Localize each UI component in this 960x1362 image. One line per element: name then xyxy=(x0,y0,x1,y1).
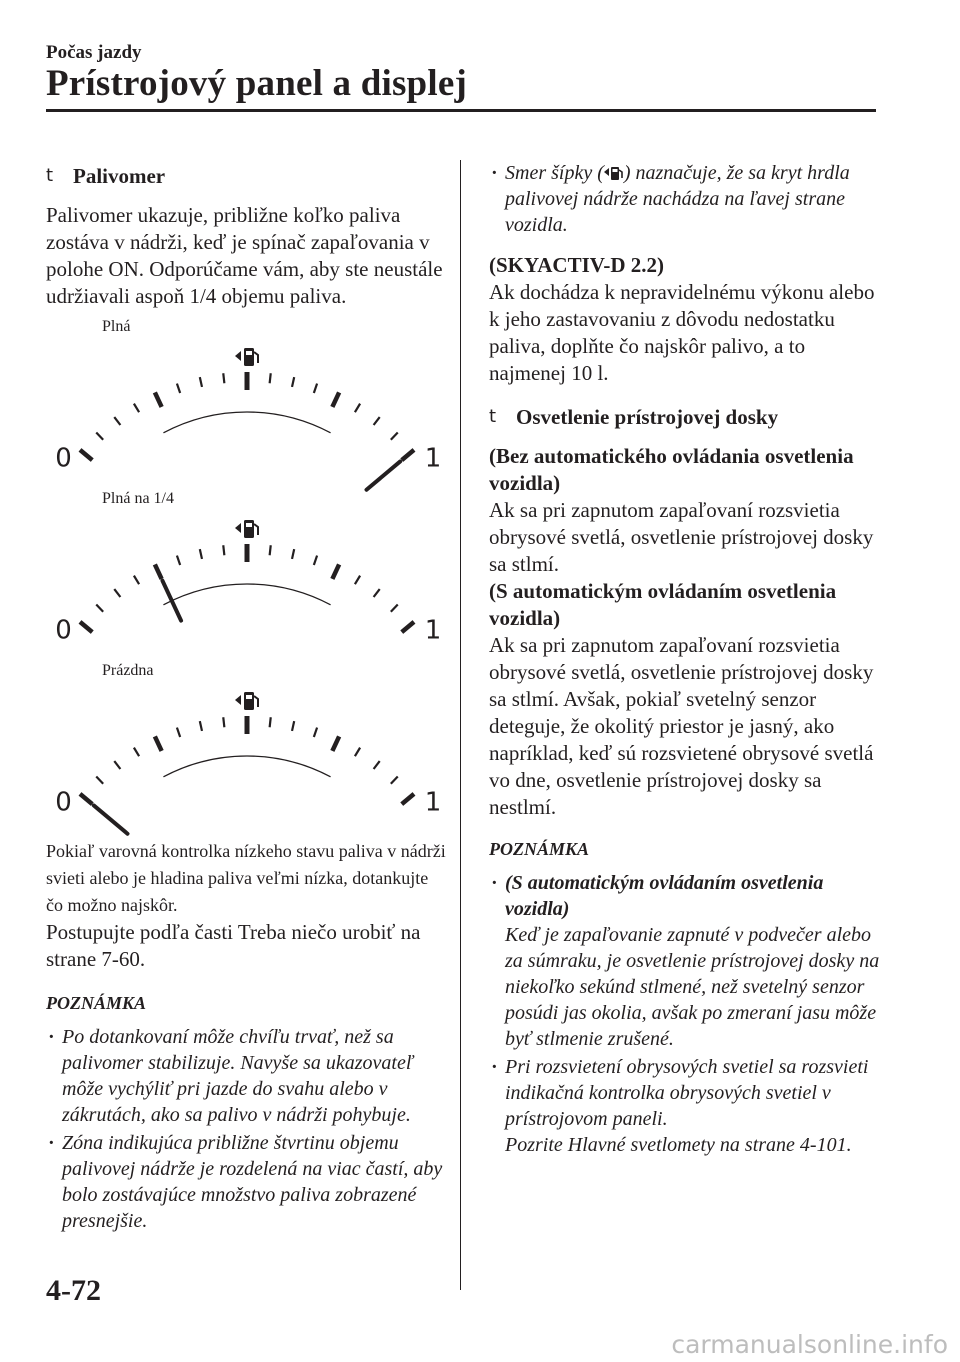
fuel-gauge-heading xyxy=(46,160,446,192)
gauge-label: Plná xyxy=(102,318,131,335)
gauge-tick xyxy=(155,736,162,751)
gauge-tick xyxy=(134,576,139,585)
gauge-tick xyxy=(96,777,103,784)
gauge-tick xyxy=(391,433,398,440)
gauge-tick xyxy=(391,605,398,612)
heading-text: Palivomer xyxy=(73,164,166,188)
fuel-gauge-intro: Palivomer ukazuje, približne koľko paliva zostáva v nádrži, keď je spínač zapaľovania v polohe ON. Odporúčame vám, aby ste neustále udržiavali aspoň 1/4 objemu paliva. xyxy=(46,203,443,308)
note-item xyxy=(489,1054,884,1158)
panel-lighting-heading xyxy=(489,401,884,433)
gauge-needle xyxy=(162,581,181,621)
filler-side-icon xyxy=(604,162,624,184)
page-title: Prístrojový panel a displej xyxy=(46,63,467,104)
gauge-tick xyxy=(292,549,294,559)
fuel-gauge-dial xyxy=(55,512,442,652)
gauge-tick xyxy=(332,392,339,407)
gauge-tick xyxy=(223,545,224,555)
gauge-tick xyxy=(332,736,339,751)
note-item-ref: Pozrite Hlavné svetlomety na strane 4-101. xyxy=(505,1134,852,1156)
with-auto-heading: (S automatickým ovládaním osvetlenia vozidla) xyxy=(489,579,837,630)
fuel-gauge-dial xyxy=(55,340,442,480)
gauge-tick xyxy=(80,622,92,632)
see-reference: Postupujte podľa časti Treba niečo urobiť na strane 7-60. xyxy=(46,920,421,971)
watermark: carmanualsonline.info xyxy=(671,1330,948,1359)
gauge-tick xyxy=(114,417,120,425)
gauge-tick xyxy=(96,605,103,612)
gauge-tick xyxy=(374,417,380,425)
gauge-tick xyxy=(314,384,317,393)
gauge-label: Plná na 1/4 xyxy=(102,490,174,507)
right-column xyxy=(489,160,884,1160)
gauge-tick xyxy=(402,622,414,632)
note-item xyxy=(489,870,884,1052)
gauge-full-mark: 1 xyxy=(424,443,442,474)
filler-note-pre: Smer šípky ( xyxy=(505,162,604,184)
page-number: 4-72 xyxy=(46,1274,101,1307)
note-item: · Po dotankovaní môže chvíľu trvať, než sa palivomer stabilizuje. Navyše sa ukazovateľ môže vychýliť pri jazde do svahu alebo v zákrutách, ako sa palivo v nádrži pohybuje. xyxy=(46,1024,446,1128)
section-marker: t xyxy=(46,165,54,186)
gauge-empty-mark: 0 xyxy=(55,443,72,474)
gauge-tick xyxy=(177,384,180,393)
gauge-tick xyxy=(402,794,414,804)
gauge-tick xyxy=(223,717,224,727)
gauge-tick xyxy=(292,377,294,387)
gauge-tick xyxy=(355,748,360,757)
note-item-head: · (S automatickým ovládaním osvetlenia vozidla) xyxy=(505,872,824,920)
gauge-tick xyxy=(402,450,414,460)
gauge-arc xyxy=(163,756,330,777)
gauge-needle xyxy=(94,805,128,833)
gauge-full-mark: 1 xyxy=(424,787,442,818)
gauge-tick xyxy=(332,564,339,579)
title-rule xyxy=(46,109,876,112)
gauge-arc xyxy=(163,584,330,605)
note-item-text: · Pri rozsvietení obrysových svetiel sa rozsvieti indikačná kontrolka obrysových svetiel v prístrojovom paneli. xyxy=(505,1056,869,1130)
gauge-tick xyxy=(114,761,120,769)
section-marker: t xyxy=(489,406,497,427)
note-title: POZNÁMKA xyxy=(489,839,590,859)
fuel-gauge-figure xyxy=(55,662,446,834)
gauge-tick xyxy=(314,556,317,565)
gauge-tick xyxy=(134,404,139,413)
with-auto-text: Ak sa pri zapnutom zapaľovaní rozsvietia obrysové svetlá, osvetlenie prístrojovej dosky sa stlmí. Avšak, pokiaľ svetelný senzor deteguje, že okolitý priestor je jasný, ako napríklad, keď sú rozsvietené obrysové svetlá vo dne, osvetlenie prístrojovej dosky sa nestlmí. xyxy=(489,633,874,819)
gauge-tick xyxy=(80,794,92,804)
gauge-tick xyxy=(391,777,398,784)
fuel-pump-icon xyxy=(235,348,258,366)
fuel-gauge-figures xyxy=(46,318,446,834)
gauge-tick xyxy=(223,373,224,383)
fuel-pump-icon xyxy=(235,692,258,710)
without-auto-heading: (Bez automatického ovládania osvetlenia vozidla) xyxy=(489,444,854,495)
gauge-tick xyxy=(200,377,202,387)
gauge-label: Prázdna xyxy=(102,662,154,679)
gauge-tick xyxy=(374,761,380,769)
gauge-tick xyxy=(200,549,202,559)
note-item: · Zóna indikujúca približne štvrtinu objemu palivovej nádrže je rozdelená na viac častí, aby bolo zostávajúce množstvo paliva zobrazené presnejšie. xyxy=(46,1130,446,1234)
heading-text: Osvetlenie prístrojovej dosky xyxy=(516,405,779,429)
gauge-tick xyxy=(177,556,180,565)
gauge-tick xyxy=(355,404,360,413)
note-item-text: Keď je zapaľovanie zapnuté v podvečer alebo za súmraku, je osvetlenie prístrojovej dosky na niekoľko sekúnd stlmené, než svetelný senzor posúdi jas okolia, avšak po zmeraní jasu môže byť stlmenie zrušené. xyxy=(505,924,880,1050)
gauge-tick xyxy=(355,576,360,585)
skyactiv-heading: (SKYACTIV-D 2.2) xyxy=(489,253,665,277)
gauge-tick xyxy=(96,433,103,440)
gauge-tick xyxy=(134,748,139,757)
gauge-empty-mark: 0 xyxy=(55,615,72,646)
gauge-empty-mark: 0 xyxy=(55,787,72,818)
filler-note-post: ) naznačuje, že sa kryt hrdla palivovej nádrže nachádza na ľavej strane vozidla. xyxy=(505,162,850,236)
gauge-tick xyxy=(374,589,380,597)
fuel-gauge-figure xyxy=(55,490,446,662)
left-column xyxy=(46,160,446,1236)
fuel-gauge-figure xyxy=(55,318,446,490)
gauge-needle xyxy=(367,461,401,489)
gauge-tick xyxy=(80,450,92,460)
without-auto-text: Ak sa pri zapnutom zapaľovaní rozsvietia obrysové svetlá, osvetlenie prístrojovej dosky sa stlmí. xyxy=(489,498,874,576)
gauge-tick xyxy=(155,392,162,407)
section-label: Počas jazdy xyxy=(46,42,142,63)
fuel-pump-icon xyxy=(235,520,258,538)
fuel-gauge-dial xyxy=(55,684,442,824)
gauge-full-mark: 1 xyxy=(424,615,442,646)
gauge-tick xyxy=(200,721,202,731)
gauge-tick xyxy=(270,545,271,555)
gauge-tick xyxy=(177,728,180,737)
skyactiv-text: Ak dochádza k nepravidelnému výkonu alebo k jeho zastavovaniu z dôvodu nedostatku paliva, doplňte čo najskôr palivo, a to najmenej 10 l. xyxy=(489,280,875,385)
gauge-arc xyxy=(163,412,330,433)
gauge-tick xyxy=(155,564,162,579)
filler-side-note xyxy=(489,160,884,238)
low-fuel-warning: Pokiaľ varovná kontrolka nízkeho stavu paliva v nádrži svieti alebo je hladina paliva veľmi nízka, dotankujte čo možno najskôr. xyxy=(46,841,446,915)
note-title: POZNÁMKA xyxy=(46,993,147,1013)
gauge-tick xyxy=(292,721,294,731)
gauge-tick xyxy=(314,728,317,737)
column-divider xyxy=(460,160,461,1290)
gauge-tick xyxy=(270,373,271,383)
gauge-tick xyxy=(270,717,271,727)
gauge-tick xyxy=(114,589,120,597)
